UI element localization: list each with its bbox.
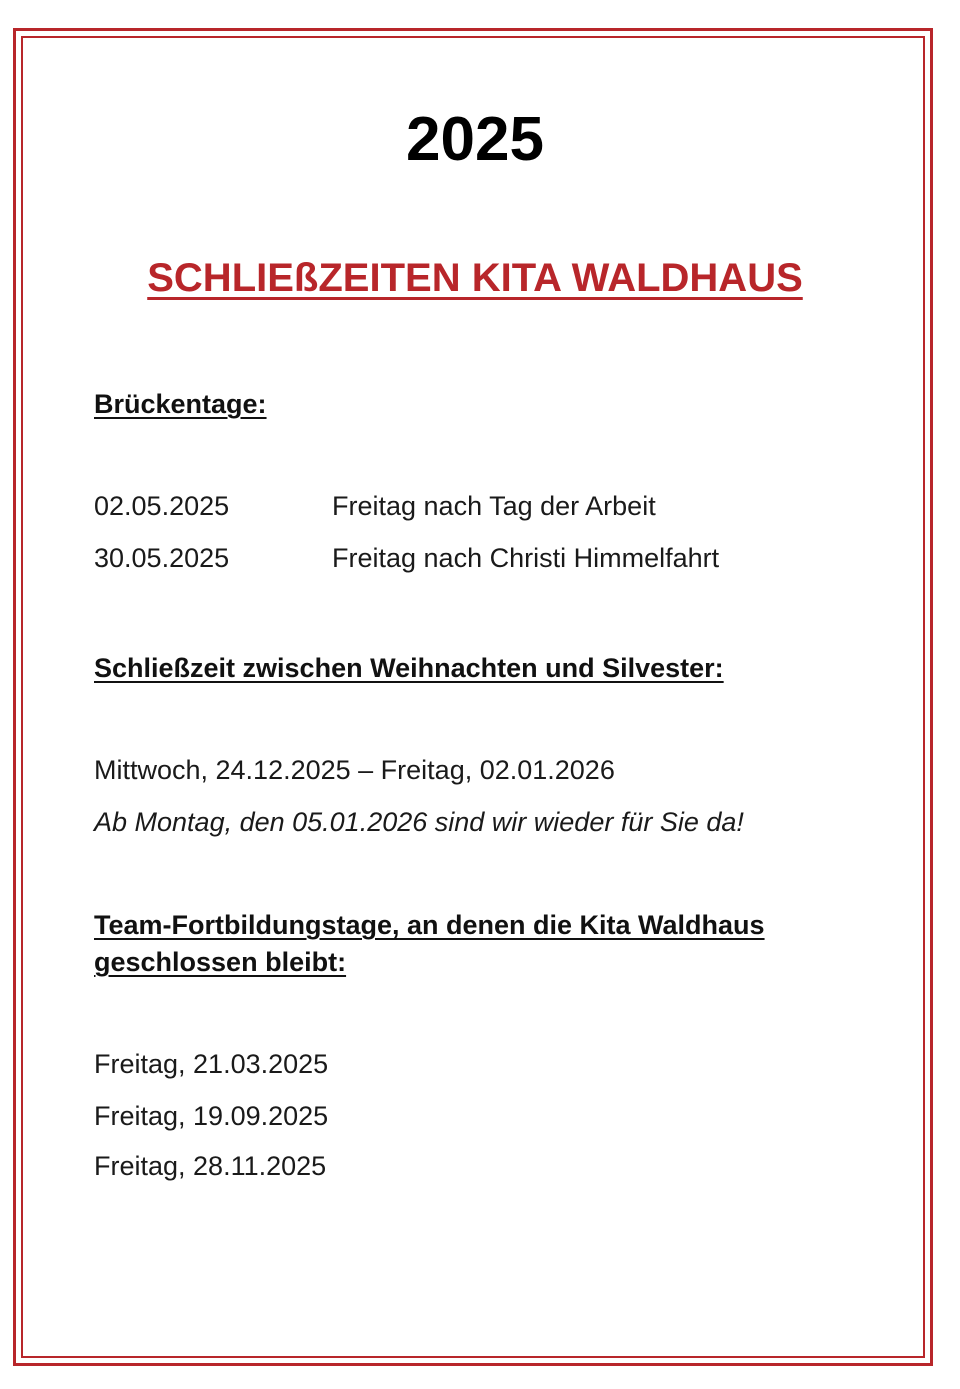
page-title (0, 252, 950, 304)
training-day: Freitag, 28.11.2025 (94, 1151, 327, 1181)
christmas-closure-heading: Schließzeit zwischen Weihnachten und Silvester: (94, 653, 724, 683)
bridge-day-date: 30.05.2025 (94, 543, 230, 573)
training-day: Freitag, 19.09.2025 (94, 1101, 329, 1131)
bridge-days-heading: Brückentage: (94, 389, 267, 419)
training-day: Freitag, 21.03.2025 (94, 1049, 329, 1079)
bridge-day-date: 02.05.2025 (94, 491, 230, 521)
christmas-closure-period: Mittwoch, 24.12.2025 – Freitag, 02.01.2026 (94, 755, 615, 785)
page-title-text: SCHLIEßZEITEN KITA WALDHAUS (147, 256, 803, 300)
reopening-note: Ab Montag, den 05.01.2026 sind wir wieder für Sie da! (94, 807, 744, 837)
year-heading: 2025 (406, 105, 544, 174)
training-days-heading-line1: Team-Fortbildungstage, an denen die Kita Waldhaus (94, 910, 765, 940)
bridge-day-description: Freitag nach Christi Himmelfahrt (332, 543, 720, 573)
training-days-heading-line2: geschlossen bleibt: (94, 947, 347, 977)
bridge-day-description: Freitag nach Tag der Arbeit (332, 491, 656, 521)
